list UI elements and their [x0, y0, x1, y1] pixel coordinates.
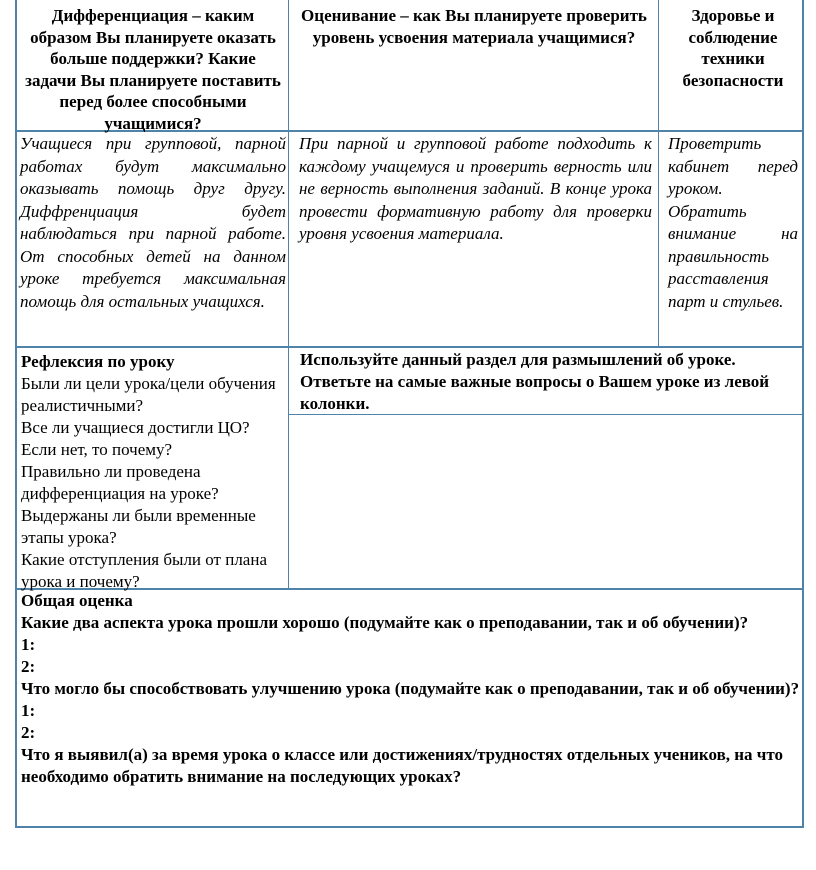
reflection-answer-area[interactable] — [290, 416, 801, 587]
header-differentiation: Дифференциация – каким образом Вы планируете оказать больше поддержки? Какие задачи Вы планируете поставить перед более способными учащимися? — [25, 6, 281, 133]
header-assessment: Оценивание – как Вы планируете проверить уровень усвоения материала учащимися? — [301, 6, 647, 47]
row-divider — [17, 346, 802, 348]
summary-answer-label: 2: — [21, 657, 36, 676]
reflection-questions — [21, 351, 285, 593]
reflection-question: Какие отступления были от плана урока и почему? — [21, 550, 267, 591]
summary-question-3: Что я выявил(а) за время урока о классе или достижениях/трудностях отдельных учеников, на что необходимо обратить внимание на последующих уроках? — [21, 745, 784, 786]
reflection-question: Были ли цели урока/цели обучения реалистичными? — [21, 374, 276, 415]
assessment-text: При парной и групповой работе подходить к каждому учащемуся и проверить верность или не верность выполнения заданий. В конце урока провести формативную работу для проверки уровня усвоения материала. — [299, 134, 652, 243]
column-divider — [288, 0, 289, 589]
summary-answer-label: 1: — [21, 701, 36, 720]
reflection-question: Правильно ли проведена дифференциация на уроке? — [21, 462, 219, 503]
lesson-plan-table — [15, 0, 804, 828]
summary-question-1: Какие два аспекта урока прошли хорошо (подумайте как о преподавании, так и об обучении)? — [21, 613, 749, 632]
health-safety-text: Проветрить кабинет перед уроком. Обратить внимание на правильность расставления парт и стульев. — [668, 134, 798, 311]
overall-assessment — [21, 590, 801, 788]
reflection-question: Все ли учащиеся достигли ЦО? Если нет, то почему? — [21, 418, 250, 459]
reflection-instruction: Используйте данный раздел для размышлений об уроке. Ответьте на самые важные вопросы о Вашем уроке из левой колонки. — [300, 350, 770, 413]
reflection-question: Выдержаны ли были временные этапы урока? — [21, 506, 256, 547]
reflection-title: Рефлексия по уроку — [21, 352, 175, 371]
differentiation-text: Учащиеся при групповой, парной работах будут максимально оказывать помощь друг другу. Диффренциация будет наблюдаться при парной работе. От способных детей на данном уроке требуется максимальная помощь для остальных учащихся. — [20, 134, 286, 311]
summary-title: Общая оценка — [21, 591, 133, 610]
header-health-safety: Здоровье и соблюдение техники безопасности — [682, 6, 784, 90]
summary-question-2: Что могло бы способствовать улучшению урока (подумайте как о преподавании, так и об обучении)? — [21, 679, 800, 698]
column-divider — [658, 0, 659, 346]
summary-answer-label: 1: — [21, 635, 36, 654]
summary-answer-label: 2: — [21, 723, 36, 742]
